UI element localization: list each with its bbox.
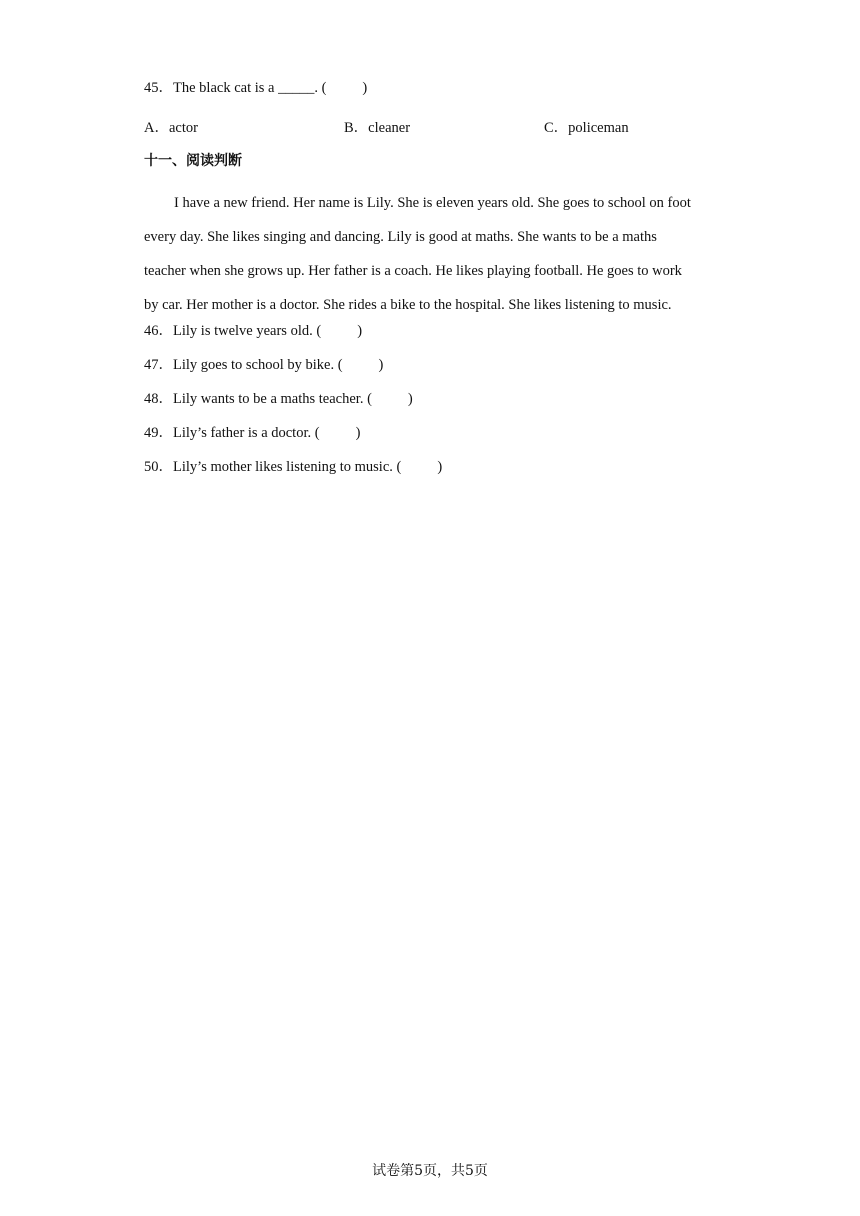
question-text: Lily’s mother likes listening to music. ( — [173, 459, 402, 475]
option-b — [344, 118, 410, 138]
question-number: 49． — [144, 425, 173, 441]
question-close-paren: ) — [437, 459, 443, 475]
question-text: The black cat is a _____. ( — [173, 80, 327, 96]
passage-line: I have a new friend. Her name is Lily. She is eleven years old. She goes to school on foot — [174, 195, 691, 211]
question-close-paren: ) — [362, 80, 368, 96]
passage-line: every day. She likes singing and dancing. Lily is good at maths. She wants to be a maths — [144, 229, 657, 245]
question-text: Lily’s father is a doctor. ( — [173, 425, 320, 441]
question-48 — [144, 389, 413, 409]
question-close-paren: ) — [407, 391, 413, 407]
question-47 — [144, 355, 383, 375]
passage-line: by car. Her mother is a doctor. She rides a bike to the hospital. She likes listening to music. — [144, 297, 672, 313]
option-text: actor — [168, 120, 198, 136]
question-45-options — [144, 118, 744, 138]
question-text: Lily goes to school by bike. ( — [173, 357, 343, 373]
question-close-paren: ) — [357, 323, 363, 339]
page-footer: 试卷第5页，共5页 — [372, 1163, 488, 1179]
question-number: 47． — [144, 357, 173, 373]
question-number: 50． — [144, 459, 173, 475]
option-letter: B． — [344, 120, 369, 136]
question-number: 48． — [144, 391, 173, 407]
question-45 — [144, 78, 367, 98]
question-number: 46． — [144, 323, 173, 339]
question-46 — [144, 321, 362, 341]
question-49 — [144, 423, 360, 443]
reading-passage — [144, 186, 718, 322]
option-text: cleaner — [368, 120, 411, 136]
question-close-paren: ) — [355, 425, 361, 441]
question-text: Lily wants to be a maths teacher. ( — [173, 391, 372, 407]
option-letter: A． — [144, 120, 169, 136]
passage-line: teacher when she grows up. Her father is a coach. He likes playing football. He goes to work — [144, 263, 682, 279]
option-c — [544, 118, 629, 138]
option-letter: C． — [544, 120, 569, 136]
section-title: 十一、阅读判断 — [144, 153, 242, 169]
question-text: Lily is twelve years old. ( — [173, 323, 322, 339]
question-50 — [144, 457, 442, 477]
option-a — [144, 118, 198, 138]
question-number: 45． — [144, 80, 173, 96]
option-text: policeman — [568, 120, 629, 136]
question-close-paren: ) — [378, 357, 384, 373]
